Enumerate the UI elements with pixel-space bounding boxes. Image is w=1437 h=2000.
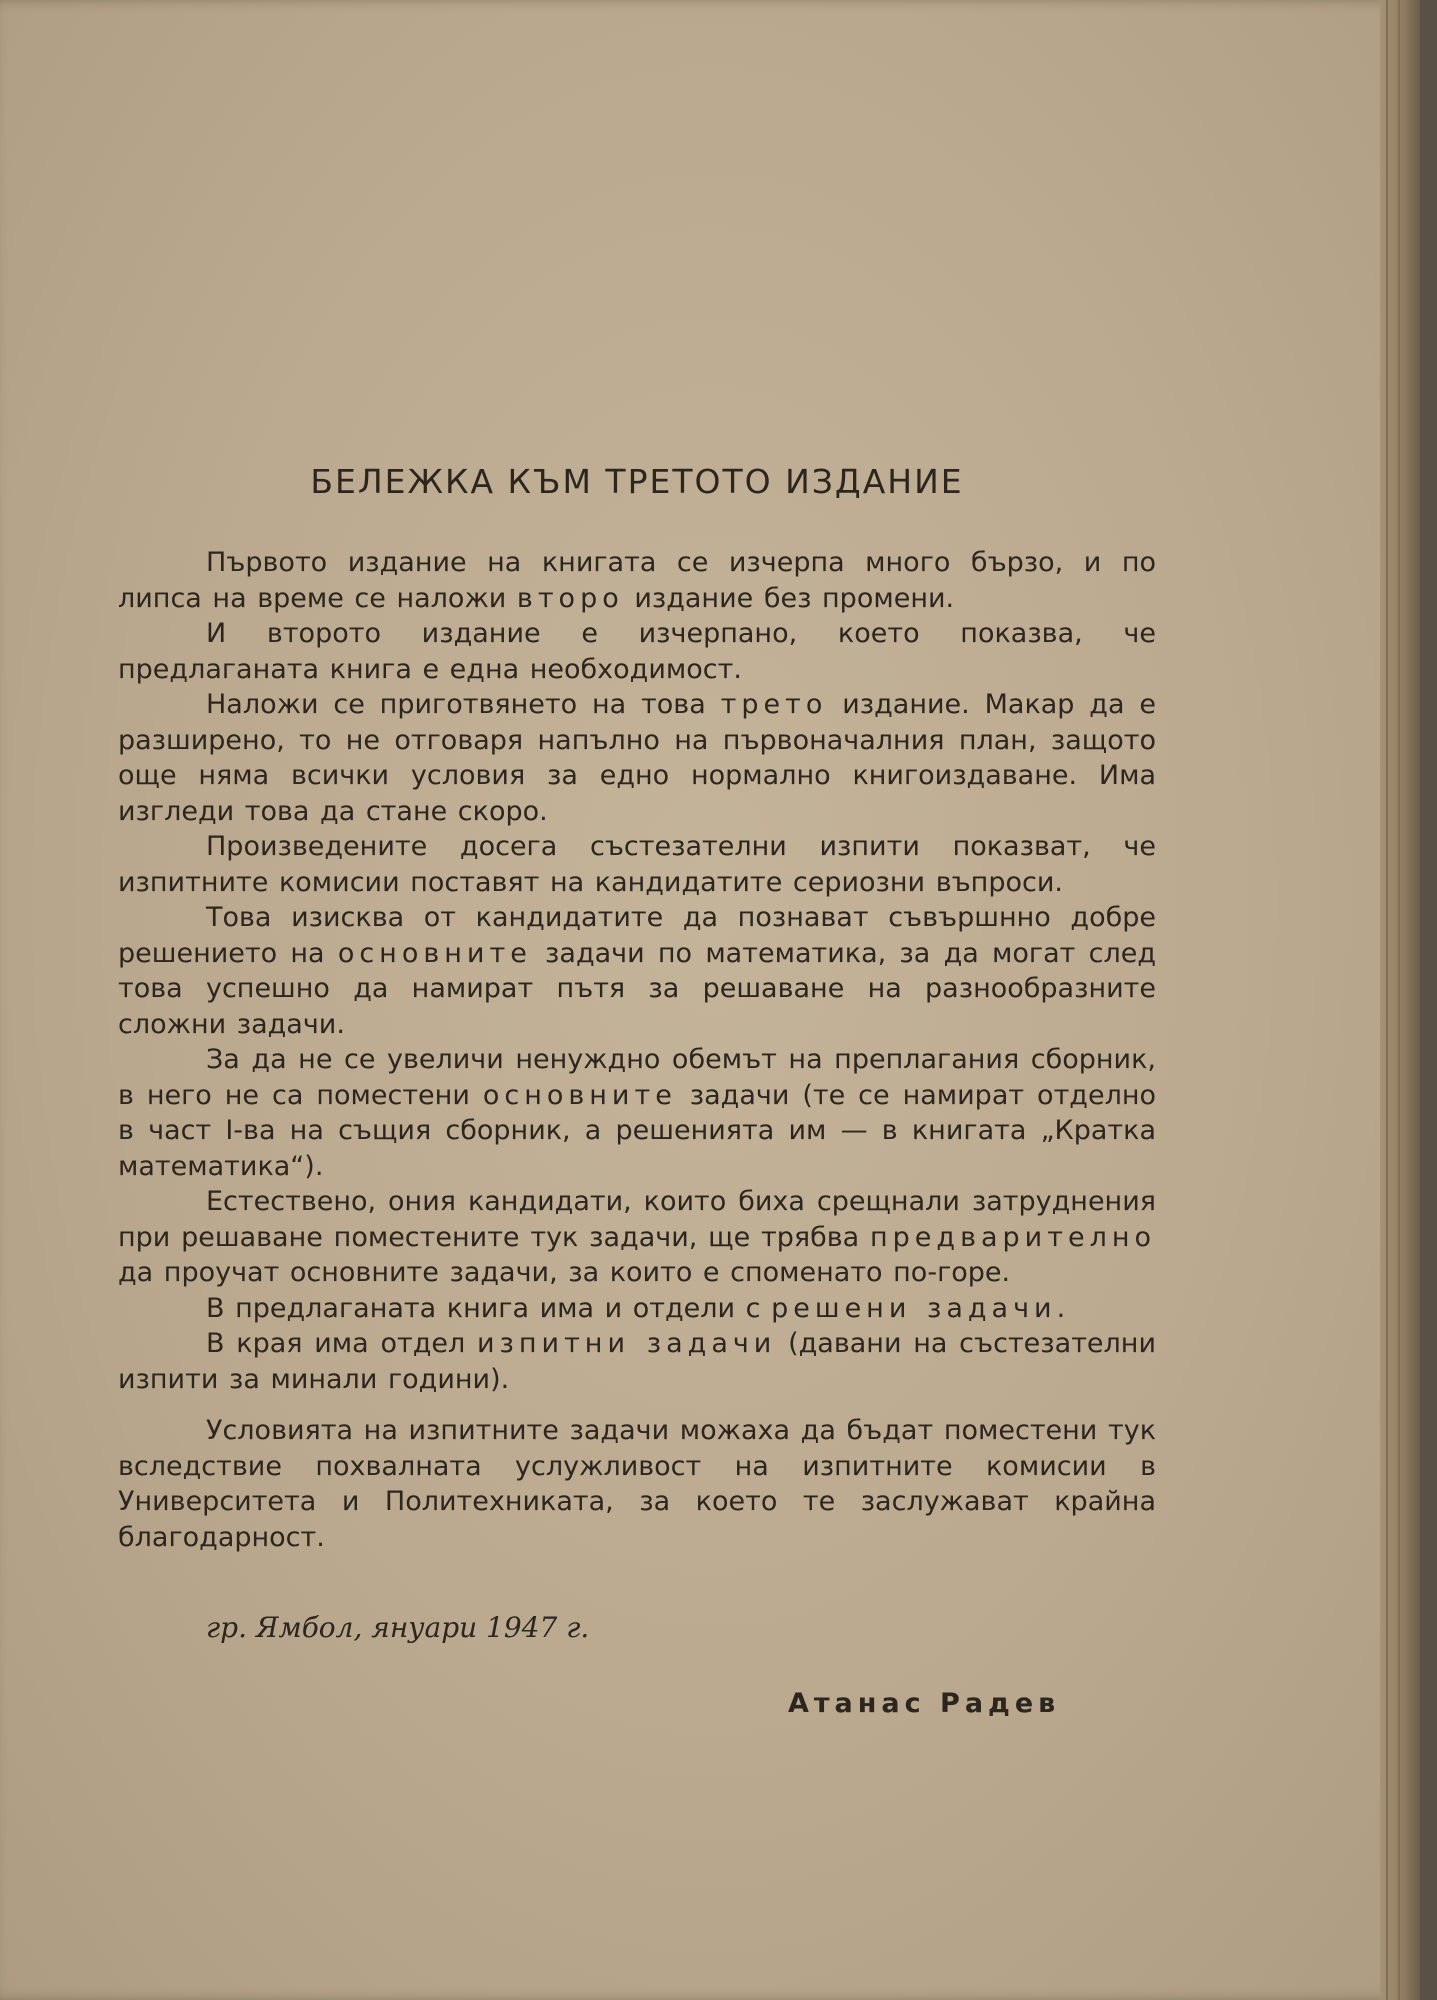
paragraph-10: Условията на изпитните задачи можаха да бъдат поместени тук вследствие похвалната услужливост на изпитните комисии в Университета и Политехниката, за което те заслужават крайна благодарност. [118, 1415, 1156, 1553]
place-date: гр. Ямбол, януари 1947 г. [206, 1611, 590, 1644]
author-signature: Атанас Радев [788, 1688, 1061, 1719]
page-edge-stack [1380, 0, 1420, 2000]
paragraph-6: За да не се увеличи ненуждно обемът на преплагания сборник, в него не са поместени основните задачи (те се намират отделно в част I-ва на същия сборник, а решенията им — в книгата „Кратка математика“). [118, 1044, 1157, 1182]
paragraph-9: В края има отдел изпитни задачи (давани на състезателни изпити за минали години). [118, 1328, 1156, 1395]
paragraph-7: Естествено, ония кандидати, които биха срещнали затруднения при решаване поместените тук задачи, ще трябва предварително да проучат основните задачи, за които е споменато по-горе. [118, 1186, 1156, 1288]
paragraph-1: Първото издание на книгата се изчерпа много бързо, и по липса на време се наложи второ издание без промени. [118, 547, 1156, 614]
paragraph-3: Наложи се приготвянето на това трето издание. Макар да е разширено, то не отговаря напълно на първоначалния план, защото още няма всички условия за едно нормално книгоиздаване. Има изгледи това да стане скоро. [118, 689, 1156, 827]
paragraph-5: Това изисква от кандидатите да познават съвършнно добре решението на основните задачи по математика, за да могат след това успешно да намират пътя за решаване на разнообразните сложни задачи. [118, 902, 1156, 1040]
page-content [118, 462, 1156, 1719]
paragraph-4: Произведените досега състезателни изпити показват, че изпитните комисии поставят на кандидатите сериозни въпроси. [118, 831, 1156, 898]
paragraph-2: И второто издание е изчерпано, което показва, че предлаганата книга е една необходимост. [118, 618, 1156, 685]
paragraph-gap [118, 1397, 1156, 1413]
paragraph-8: В предлаганата книга има и отдели с решени задачи. [206, 1292, 1066, 1324]
page-title: БЕЛЕЖКА КЪМ ТРЕТОТО ИЗДАНИЕ [310, 462, 964, 501]
